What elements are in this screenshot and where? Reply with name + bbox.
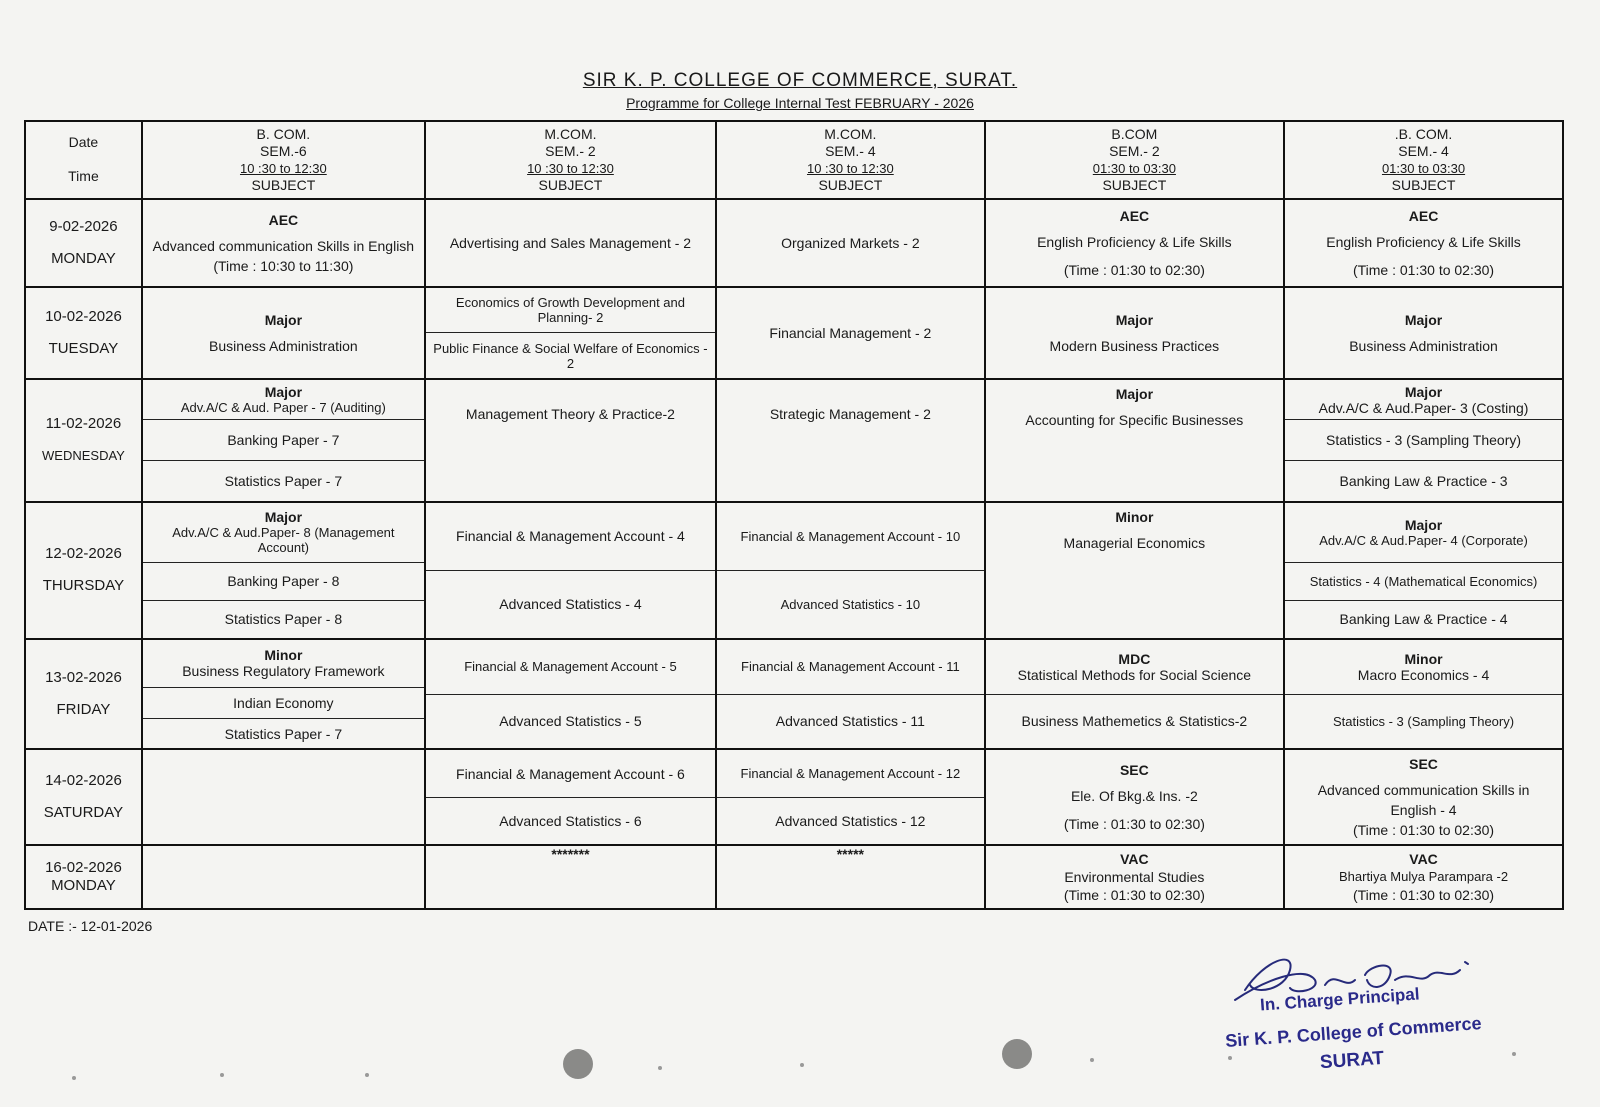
subject-cell: Financial & Management Account - 5 Advanced Statistics - 5 [425, 639, 716, 750]
subject-cell: Major Modern Business Practices [985, 287, 1284, 379]
date-cell: 14-02-2026 SATURDAY [25, 749, 142, 845]
date-cell: 12-02-2026 THURSDAY [25, 502, 142, 639]
col-head-bcom-sem6: B. COM. SEM.-6 10 :30 to 12:30 SUBJECT [142, 121, 425, 199]
subject-cell: AEC Advanced communication Skills in English (Time : 10:30 to 11:30) [142, 199, 425, 287]
subject-cell: VAC Bhartiya Mulya Parampara -2 (Time : 01:30 to 02:30) [1284, 845, 1563, 909]
subject-cell: Minor Managerial Economics [985, 502, 1284, 639]
date-cell: 16-02-2026 MONDAY [25, 845, 142, 909]
date-cell: 13-02-2026 FRIDAY [25, 639, 142, 750]
table-row [25, 199, 1563, 287]
table-row [25, 379, 1563, 502]
subject-cell-empty [142, 845, 425, 909]
subject-cell: SEC Advanced communication Skills in English - 4 (Time : 01:30 to 02:30) [1284, 749, 1563, 845]
subject-cell: Major Business Administration [142, 287, 425, 379]
subject-cell: Financial & Management Account - 12 Advanced Statistics - 12 [716, 749, 985, 845]
subject-cell: Major Adv.A/C & Aud.Paper- 8 (Management Account) Banking Paper - 8 Statistics Paper - 8 [142, 502, 425, 639]
subject-cell: Minor Macro Economics - 4 Statistics - 3 (Sampling Theory) [1284, 639, 1563, 750]
subject-cell: Organized Markets - 2 [716, 199, 985, 287]
subject-cell: Major Adv.A/C & Aud.Paper- 3 (Costing) Statistics - 3 (Sampling Theory) Banking Law & Practice - 3 [1284, 379, 1563, 502]
subject-cell: Major Adv.A/C & Aud. Paper - 7 (Auditing) Banking Paper - 7 Statistics Paper - 7 [142, 379, 425, 502]
subject-cell-empty [142, 749, 425, 845]
col-head-date: Date Time [25, 121, 142, 199]
stamp-line-title: In. Charge Principal [1259, 984, 1421, 1015]
page-title: SIR K. P. COLLEGE OF COMMERCE, SURAT. [582, 70, 1018, 91]
table-row [25, 639, 1563, 750]
stamp-line-city: SURAT [1319, 1047, 1385, 1074]
subject-cell: Major Business Administration [1284, 287, 1563, 379]
subject-cell: ***** [716, 845, 985, 909]
table-row [25, 845, 1563, 909]
subject-cell: SEC Ele. Of Bkg.& Ins. -2 (Time : 01:30 to 02:30) [985, 749, 1284, 845]
subject-cell: Major Accounting for Specific Businesses [985, 379, 1284, 502]
date-cell: 10-02-2026 TUESDAY [25, 287, 142, 379]
subject-cell: Financial & Management Account - 4 Advanced Statistics - 4 [425, 502, 716, 639]
subject-cell: Advertising and Sales Management - 2 [425, 199, 716, 287]
punch-hole [1002, 1039, 1032, 1069]
speck [658, 1066, 662, 1070]
speck [800, 1063, 804, 1067]
subject-cell: Minor Business Regulatory Framework Indian Economy Statistics Paper - 7 [142, 639, 425, 750]
header-row [25, 121, 1563, 199]
issue-date: DATE :- 12-01-2026 [28, 918, 153, 934]
col-head-mcom-sem2: M.COM. SEM.- 2 10 :30 to 12:30 SUBJECT [425, 121, 716, 199]
col-head-bcom-sem4: .B. COM. SEM.- 4 01:30 to 03:30 SUBJECT [1284, 121, 1563, 199]
subject-cell: Economics of Growth Development and Planning- 2 Public Finance & Social Welfare of Economics - 2 [425, 287, 716, 379]
subject-cell: Financial Management - 2 [716, 287, 985, 379]
table-row [25, 287, 1563, 379]
subject-cell: Management Theory & Practice-2 [425, 379, 716, 502]
stamp-line-college: Sir K. P. College of Commerce [1224, 1013, 1483, 1051]
subject-cell: AEC English Proficiency & Life Skills (Time : 01:30 to 02:30) [985, 199, 1284, 287]
subject-cell: AEC English Proficiency & Life Skills (Time : 01:30 to 02:30) [1284, 199, 1563, 287]
subject-cell: Financial & Management Account - 6 Advanced Statistics - 6 [425, 749, 716, 845]
subject-cell: MDC Statistical Methods for Social Science Business Mathemetics & Statistics-2 [985, 639, 1284, 750]
timetable [24, 120, 1564, 910]
speck [220, 1073, 224, 1077]
table-row [25, 502, 1563, 639]
subject-cell: ******* [425, 845, 716, 909]
col-head-bcom-sem2: B.COM SEM.- 2 01:30 to 03:30 SUBJECT [985, 121, 1284, 199]
subject-cell: Major Adv.A/C & Aud.Paper- 4 (Corporate) Statistics - 4 (Mathematical Economics) Banking Law & Practice - 4 [1284, 502, 1563, 639]
table-row [25, 749, 1563, 845]
punch-hole [563, 1049, 593, 1079]
speck [72, 1076, 76, 1080]
subject-cell: Strategic Management - 2 [716, 379, 985, 502]
col-head-mcom-sem4: M.COM. SEM.- 4 10 :30 to 12:30 SUBJECT [716, 121, 985, 199]
subject-cell: VAC Environmental Studies (Time : 01:30 to 02:30) [985, 845, 1284, 909]
speck [365, 1073, 369, 1077]
speck [1090, 1058, 1094, 1062]
speck [1512, 1052, 1516, 1056]
subject-cell: Financial & Management Account - 10 Advanced Statistics - 10 [716, 502, 985, 639]
speck [1228, 1056, 1232, 1060]
subject-cell: Financial & Management Account - 11 Advanced Statistics - 11 [716, 639, 985, 750]
page-subtitle: Programme for College Internal Test FEBRUARY - 2026 [626, 95, 974, 111]
date-cell: 9-02-2026 MONDAY [25, 199, 142, 287]
date-cell: 11-02-2026 WEDNESDAY [25, 379, 142, 502]
